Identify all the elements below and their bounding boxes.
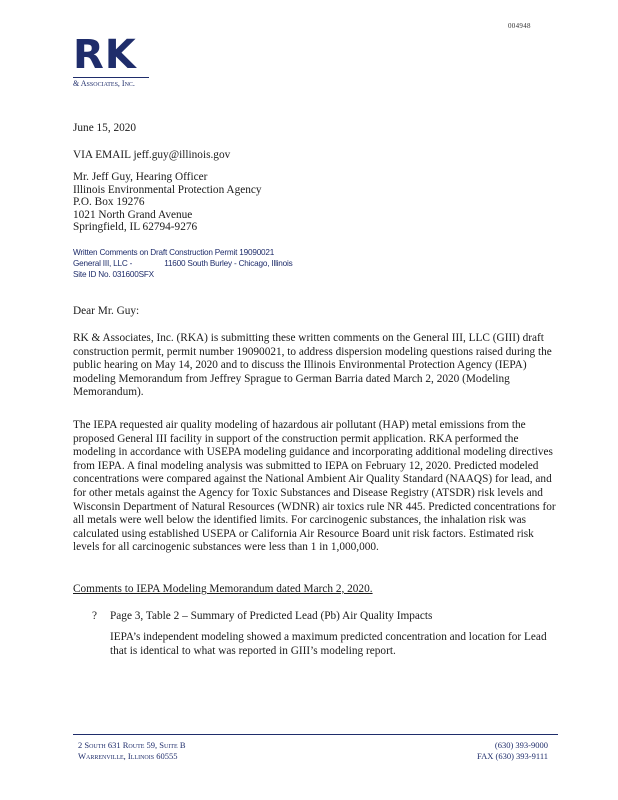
via-email-line: VIA EMAIL jeff.guy@illinois.gov xyxy=(73,149,231,161)
document-number: 004948 xyxy=(508,22,531,30)
footer-address-line: 2 South 631 Route 59, Suite B xyxy=(78,740,186,750)
reference-location: 11600 South Burley - Chicago, Illinois xyxy=(164,259,293,269)
salutation: Dear Mr. Guy: xyxy=(73,305,140,317)
bullet-body: IEPA’s independent modeling showed a maximum predicted concentration and location for Lead that is identical to what was reported in GIII’s modeling report. xyxy=(110,631,547,657)
reference-block xyxy=(73,247,293,281)
footer-fax: FAX (630) 393-9111 xyxy=(477,751,548,761)
paragraph-intro: RK & Associates, Inc. (RKA) is submitting these written comments on the General III, LLC (GIII) draft construction permit, permit number 19090021, to address dispersion modeling questions raised during the public hearing on May 14, 2020 and to discuss the Illinois Environmental Protection Agency (IEPA) modeling Memorandum from Jeffrey Sprague to German Barria dated March 2, 2020 (Modeling Memorandum). xyxy=(73,332,552,399)
recipient-line: P.O. Box 19276 xyxy=(73,196,145,208)
recipient-line: Springfield, IL 62794-9276 xyxy=(73,221,198,233)
bullet-marker: ? xyxy=(92,610,98,622)
reference-line: Written Comments on Draft Construction Permit 19090021 xyxy=(73,248,275,257)
recipient-address xyxy=(73,171,262,234)
section-heading: Comments to IEPA Modeling Memorandum dated March 2, 2020. xyxy=(73,583,373,595)
recipient-line: Mr. Jeff Guy, Hearing Officer xyxy=(73,171,208,183)
footer-address xyxy=(78,740,186,762)
reference-company: General III, LLC - xyxy=(73,259,133,269)
reference-line: Site ID No. 031600SFX xyxy=(73,270,154,280)
footer-address-line: Warrenville, Illinois 60555 xyxy=(78,751,178,761)
reference-line xyxy=(73,258,293,269)
company-logo-subtitle: & Associates, Inc. xyxy=(73,77,149,88)
recipient-line: Illinois Environmental Protection Agency xyxy=(73,183,262,196)
company-logo: RK xyxy=(73,32,137,78)
bullet-title: Page 3, Table 2 – Summary of Predicted Lead (Pb) Air Quality Impacts xyxy=(110,610,433,622)
footer-contact xyxy=(440,740,548,762)
letter-date: June 15, 2020 xyxy=(73,122,137,134)
footer-phone: (630) 393-9000 xyxy=(494,740,548,750)
recipient-line: 1021 North Grand Avenue xyxy=(73,208,193,221)
footer-divider xyxy=(73,734,558,735)
paragraph-modeling: The IEPA requested air quality modeling of hazardous air pollutant (HAP) metal emissions from the proposed General III facility in support of the construction permit application. RKA performed the modeling in accordance with USEPA modeling guidance and incorporating additional modeling directives from IEPA. A final modeling analysis was submitted to IEPA on February 12, 2020. Predicted modeled concentrations were compared against the National Ambient Air Quality Standard (NAAQS) for lead, and for other metals against the Agency for Toxic Substances and Disease Registry (ATSDR) risk levels and Wisconsin Department of Natural Resources (WDNR) air toxics rule NR 445. Predicted concentrations for all metals were well below the identified limits. For carcinogenic substances, the inhalation risk was calculated using established USEPA or California Air Resource Board unit risk factors. Estimated risk levels for all carcinogenic substances were less than 1 in 1,000,000. xyxy=(73,419,556,554)
